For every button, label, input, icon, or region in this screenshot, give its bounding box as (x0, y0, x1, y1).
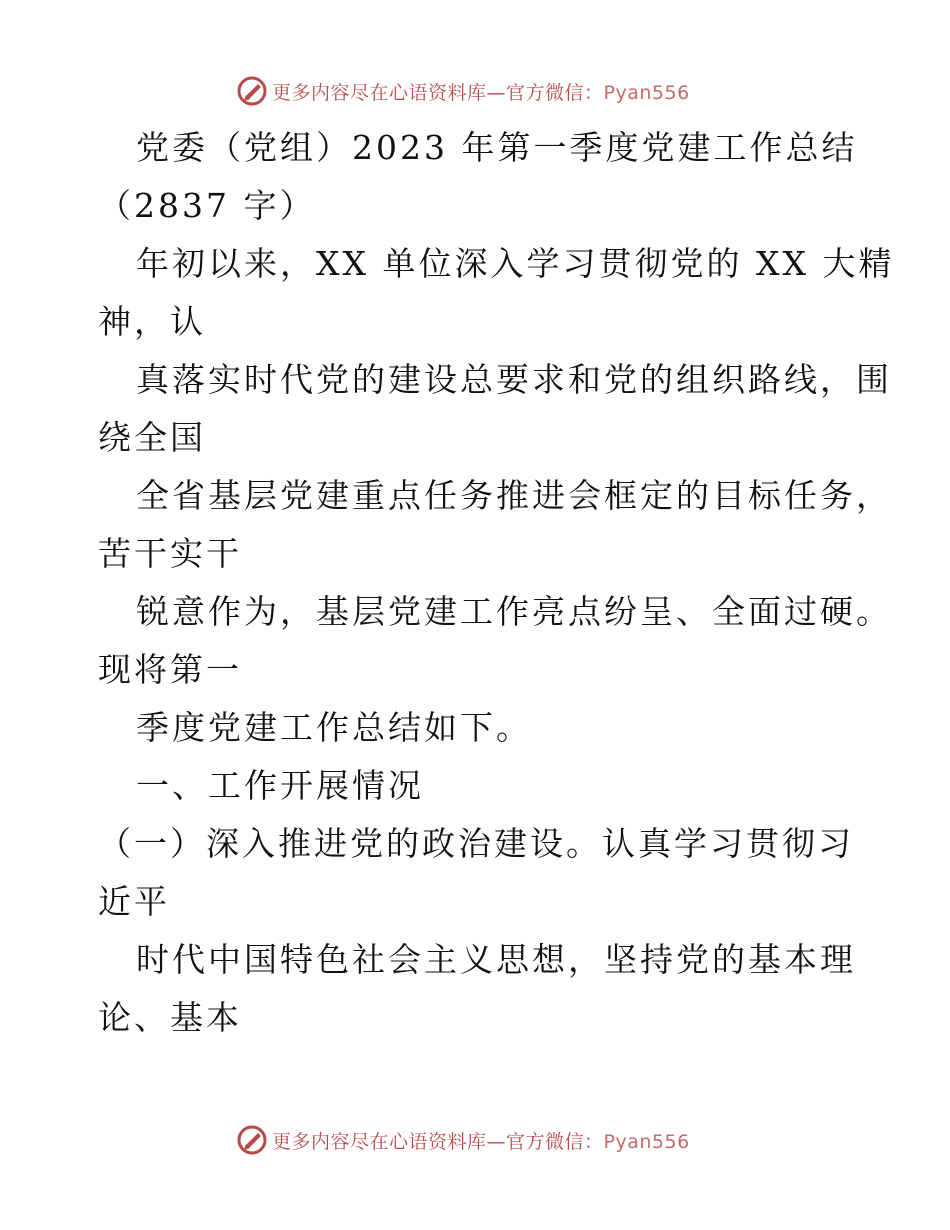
document-subtitle: （2837 字） (98, 186, 316, 225)
subsection-heading: （一）深入推进党的政治建设。认真学习贯彻习 (98, 824, 854, 863)
watermark-text: 更多内容尽在心语资料库—官方微信：Pyan556 (272, 81, 690, 104)
paragraph-line: 论、基本 (98, 998, 242, 1037)
paragraph-line: 现将第一 (98, 650, 242, 689)
footer-watermark (236, 1123, 690, 1157)
brand-logo-icon (236, 75, 268, 107)
paragraph-line: 季度党建工作总结如下。 (136, 708, 532, 747)
paragraph-line: 近平 (98, 882, 170, 921)
paragraph-line: 时代中国特色社会主义思想，坚持党的基本理 (136, 940, 856, 979)
document-title: 党委（党组）2023 年第一季度党建工作总结 (136, 128, 858, 167)
paragraph-line: 年初以来，XX 单位深入学习贯彻党的 XX 大精 (136, 244, 895, 283)
paragraph-line: 锐意作为，基层党建工作亮点纷呈、全面过硬。 (136, 592, 892, 631)
brand-logo-icon (236, 1124, 268, 1156)
header-watermark (236, 74, 690, 108)
watermark-text: 更多内容尽在心语资料库—官方微信：Pyan556 (272, 1130, 690, 1153)
paragraph-line: 神，认 (98, 302, 206, 341)
paragraph-line: 苦干实干 (98, 534, 242, 573)
section-heading: 一、工作开展情况 (136, 766, 424, 805)
paragraph-line: 绕全国 (98, 418, 206, 457)
paragraph-line: 全省基层党建重点任务推进会框定的目标任务， (136, 476, 892, 515)
paragraph-line: 真落实时代党的建设总要求和党的组织路线，围 (136, 360, 892, 399)
